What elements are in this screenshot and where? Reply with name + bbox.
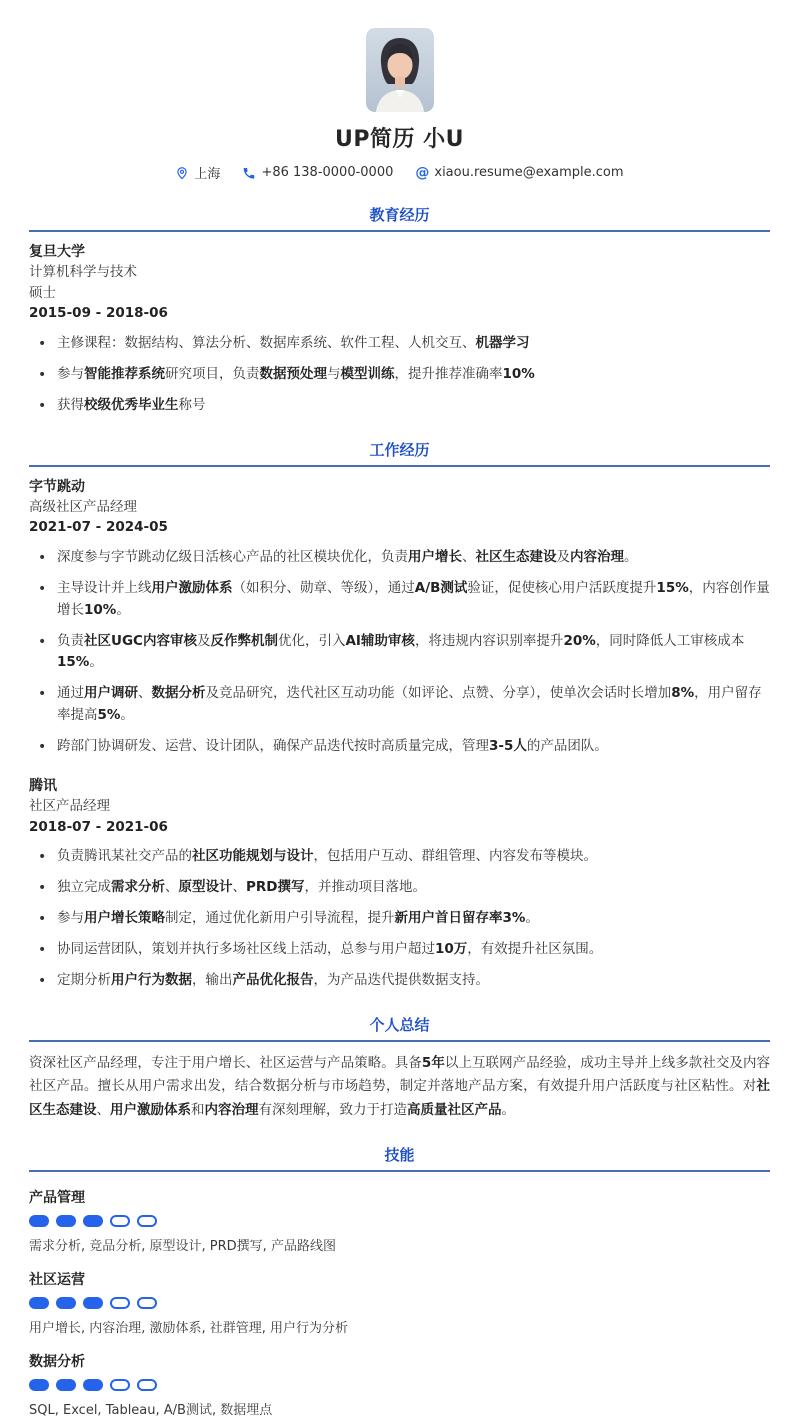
section-title-summary: 个人总结 [369,1015,430,1034]
work-entry [29,477,770,758]
pill-empty [137,1297,157,1309]
section-skills [29,1144,770,1418]
company-name: 腾讯 [29,777,57,794]
skill-item [29,1269,770,1336]
pill-filled [56,1379,76,1391]
pill-filled [29,1379,49,1391]
skills-list [29,1187,770,1418]
pill-empty [110,1379,130,1391]
section-title-skills: 技能 [384,1146,415,1165]
degree: 硕士 [29,284,56,301]
contact-text: +86 138-0000-0000 [261,165,394,180]
pill-filled [83,1297,103,1309]
work-entry [29,776,770,992]
pill-empty [110,1297,130,1309]
skill-item [29,1187,770,1254]
pill-empty [110,1215,130,1227]
candidate-name: UP简历 小U [334,127,464,152]
bullet-item: • 协同运营团队，策划并执行多场社区线上活动，总参与用户超过10万，有效提升社区氛围。 [29,939,770,961]
location-icon [175,166,189,180]
bullet-item: • 负责腾讯某社交产品的社区功能规划与设计，包括用户互动、群组管理、内容发布等模块。 [29,846,770,868]
section-title-work: 工作经历 [369,440,430,459]
skill-item [29,1351,770,1418]
skill-level-pills [29,1297,770,1309]
pill-empty [137,1379,157,1391]
pill-filled [56,1297,76,1309]
bullet-item: • 主导设计并上线用户激励体系（如积分、勋章、等级），通过A/B测试验证，促使核心用户活跃度提升15%，内容创作量增长10%。 [29,578,770,622]
pill-filled [83,1379,103,1391]
education-period: 2015-09 - 2018-06 [29,305,168,322]
bullet-item: • 跨部门协调研发、运营、设计团队，确保产品迭代按时高质量完成，管理3-5人的产品团队。 [29,736,770,758]
section-divider-summary [29,1040,770,1042]
bullet-item: • 主修课程：数据结构、算法分析、数据库系统、软件工程、人机交互、机器学习 [29,333,770,355]
education-entry [29,242,770,417]
bullet-list [29,333,770,417]
work-period: 2018-07 - 2021-06 [29,818,168,835]
bullet-item: • 参与用户增长策略制定，通过优化新用户引导流程，提升新用户首日留存率3%。 [29,908,770,930]
job-title: 社区产品经理 [29,798,110,815]
summary-paragraph: 资深社区产品经理，专注于用户增长、社区运营与产品策略。具备5年以上互联网产品经验，成功主导并上线多款社交及内容社区产品。擅长从用户需求出发，结合数据分析与市场趋势，制定并落地产品方案，有效提升用户活跃度与社区粘性。对社区生态建设、用户激励体系和内容治理有深刻理解，致力于打造高质量社区产品。 [29,1054,771,1118]
school-name: 复旦大学 [29,244,85,260]
education-entries [29,242,770,417]
section-divider-education [29,230,770,232]
profile-photo [366,28,434,112]
portrait-image [366,28,434,112]
contact-item [175,163,220,182]
bullet-item: • 通过用户调研、数据分析及竞品研究，迭代社区互动功能（如评论、点赞、分享），使单次会话时长增加8%，用户留存率提高5%。 [29,683,770,727]
skill-keywords: SQL, Excel, Tableau, A/B测试, 数据埋点 [29,1403,273,1418]
bullet-item: • 深度参与字节跳动亿级日活核心产品的社区模块优化，负责用户增长、社区生态建设及内容治理。 [29,547,770,569]
skill-level-pills [29,1215,770,1227]
contact-row [29,163,770,182]
skill-name: 社区运营 [29,1272,85,1289]
contact-item [242,165,393,180]
pill-filled [83,1215,103,1227]
bullet-item: • 参与智能推荐系统研究项目，负责数据预处理与模型训练，提升推荐准确率10% [29,364,770,386]
section-summary [29,1014,770,1123]
pill-filled [56,1215,76,1227]
section-divider-work [29,465,770,467]
contact-text: 上海 [194,167,221,182]
skill-keywords: 需求分析, 竞品分析, 原型设计, PRD撰写, 产品路线图 [29,1239,336,1255]
bullet-item: • 定期分析用户行为数据，输出产品优化报告，为产品迭代提供数据支持。 [29,970,770,992]
pill-filled [29,1297,49,1309]
section-divider-skills [29,1170,770,1172]
work-period: 2021-07 - 2024-05 [29,519,168,536]
skill-name: 产品管理 [29,1190,85,1207]
section-title-education: 教育经历 [369,206,430,224]
phone-icon [242,166,256,180]
work-entries [29,477,770,992]
pill-empty [137,1215,157,1227]
skill-level-pills [29,1379,770,1391]
section-work [29,439,770,992]
pill-filled [29,1215,49,1227]
bullet-list [29,846,770,991]
skill-keywords: 用户增长, 内容治理, 激励体系, 社群管理, 用户行为分析 [29,1321,349,1337]
bullet-item: • 获得校级优秀毕业生称号 [29,395,770,417]
bullet-item: • 独立完成需求分析、原型设计、PRD撰写，并推动项目落地。 [29,877,770,899]
contact-text: xiaou.resume@example.com [434,165,624,180]
section-education [29,204,770,417]
resume-page [0,28,799,1418]
email-icon: @ [415,164,430,181]
skill-name: 数据分析 [29,1354,85,1371]
contact-item [415,165,623,180]
bullet-list [29,547,770,758]
job-title: 高级社区产品经理 [29,498,137,515]
bullet-item: • 负责社区UGC内容审核及反作弊机制优化，引入AI辅助审核，将违规内容识别率提升20%，同时降低人工审核成本15%。 [29,631,770,675]
major: 计算机科学与技术 [29,264,137,281]
company-name: 字节跳动 [29,478,85,495]
